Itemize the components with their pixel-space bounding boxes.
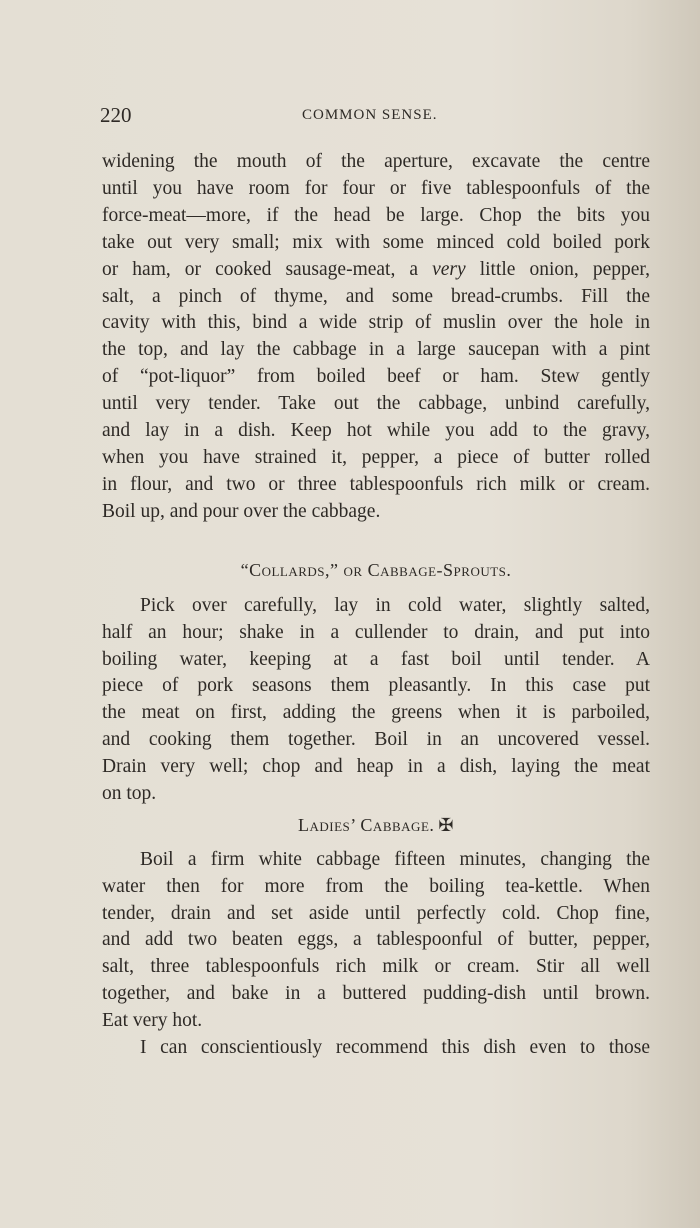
- text-line: and add two beaten eggs, a tablespoonful of butter, pepper,: [102, 929, 650, 951]
- running-head: COMMON SENSE.: [302, 107, 438, 123]
- text-line: when you have strained it, pepper, a piece of butter rolled: [102, 446, 650, 468]
- text-line: half an hour; shake in a cullender to drain, and put into: [102, 621, 650, 643]
- text-line: I can conscientiously recommend this dish even to those: [140, 1036, 650, 1058]
- text-line: widening the mouth of the aperture, excavate the centre: [102, 151, 650, 172]
- text-line: until you have room for four or five tablespoonfuls of the: [102, 177, 650, 199]
- page-number: 220: [100, 103, 132, 127]
- text-line: force-meat—more, if the head be large. Chop the bits you: [102, 204, 650, 226]
- text-line: piece of pork seasons them pleasantly. In this case put: [102, 675, 650, 697]
- text-line: the meat on first, adding the greens when it is parboiled,: [102, 702, 650, 724]
- text-line: cavity with this, bind a wide strip of muslin over the hole in: [102, 312, 650, 334]
- text-line: salt, a pinch of thyme, and some bread-crumbs. Fill the: [102, 285, 650, 307]
- text-line: salt, three tablespoonfuls rich milk or cream. Stir all well: [102, 956, 650, 978]
- text-line: Boil up, and pour over the cabbage.: [102, 500, 381, 522]
- text-line: tender, drain and set aside until perfectly cold. Chop fine,: [102, 902, 650, 924]
- text-line: on top.: [102, 782, 157, 804]
- text-line: and cooking them together. Boil in an uncovered vessel.: [102, 729, 650, 750]
- text-line: or ham, or cooked sausage-meat, a very little onion, pepper,: [102, 258, 651, 280]
- text-line: the top, and lay the cabbage in a large saucepan with a pint: [102, 339, 650, 361]
- text-line: Boil a firm white cabbage fifteen minutes, changing the: [140, 849, 650, 870]
- text-line: in flour, and two or three tablespoonfuls rich milk or cream.: [102, 473, 650, 495]
- text-line: and lay in a dish. Keep hot while you add to the gravy,: [102, 420, 650, 441]
- section-title-collards: “Collards,” or Cabbage-Sprouts.: [240, 560, 512, 580]
- text-line: Pick over carefully, lay in cold water, slightly salted,: [140, 595, 650, 616]
- section-title-text: Ladies’ Cabbage.: [298, 815, 435, 835]
- page-header: [100, 103, 655, 129]
- text-line: together, and bake in a buttered pudding-dish until brown.: [102, 983, 650, 1004]
- text-line: Eat very hot.: [102, 1009, 203, 1031]
- text-line: until very tender. Take out the cabbage, unbind carefully,: [102, 393, 650, 415]
- cross-mark-icon: ✠: [438, 815, 454, 835]
- section-title-ladies-cabbage: [102, 815, 650, 836]
- text-line: water then for more from the boiling tea-kettle. When: [102, 875, 650, 897]
- text-line: Drain very well; chop and heap in a dish, laying the meat: [102, 755, 650, 777]
- text-line: of “pot-liquor” from boiled beef or ham. Stew gently: [102, 366, 650, 388]
- text-line: boiling water, keeping at a fast boil until tender. A: [102, 648, 650, 670]
- text-line: take out very small; mix with some minced cold boiled pork: [102, 231, 650, 253]
